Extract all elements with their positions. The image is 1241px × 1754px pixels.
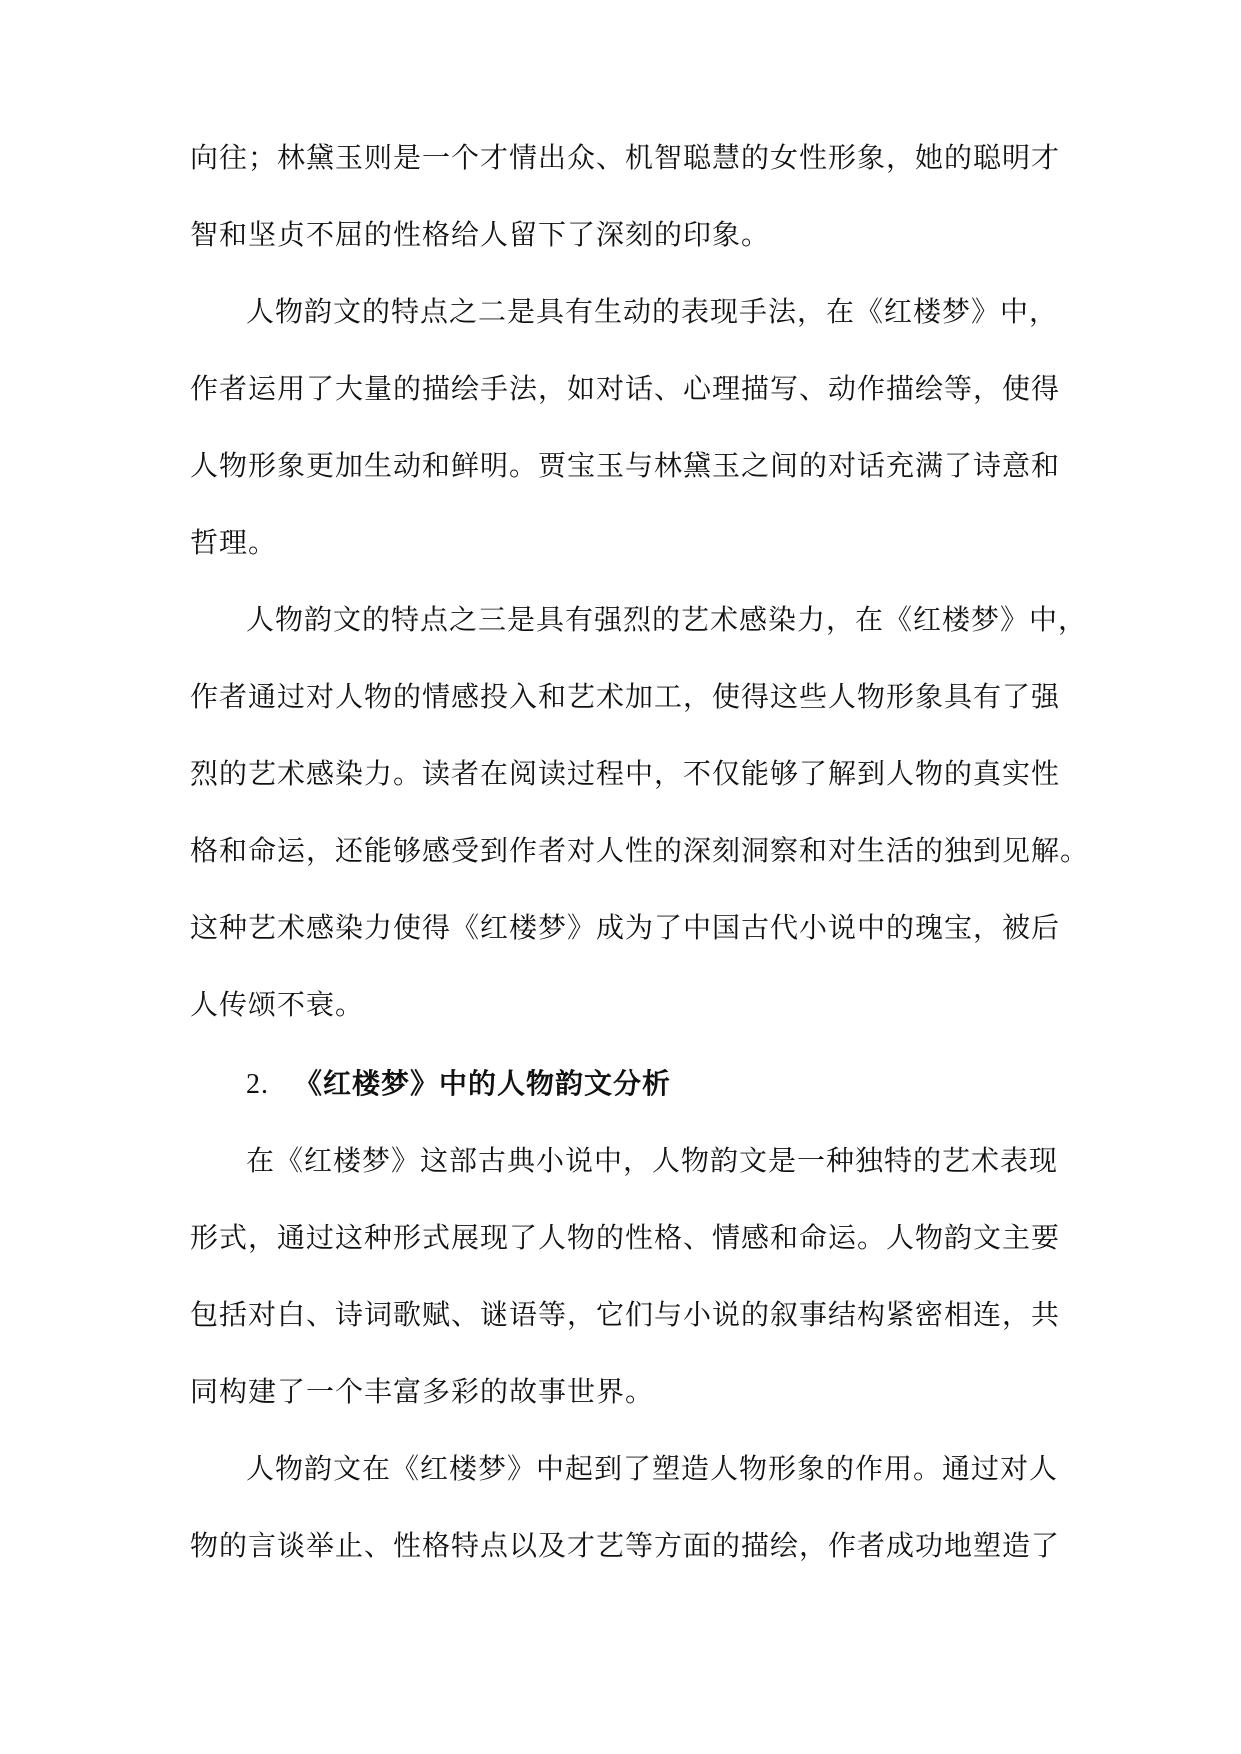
text-line: 人物韵文的特点之三是具有强烈的艺术感染力，在《红楼梦》中， xyxy=(246,603,1088,636)
text-line: 包括对白、诗词歌赋、谜语等，它们与小说的叙事结构紧密相连，共 xyxy=(190,1298,1061,1331)
text-line: 同构建了一个丰富多彩的故事世界。 xyxy=(190,1375,655,1408)
section-title: 《红楼梦》中的人物韵文分析 xyxy=(294,1067,672,1100)
section-number: 2. xyxy=(246,1069,269,1100)
section-heading xyxy=(246,1064,1046,1104)
text-line: 哲理。 xyxy=(190,526,278,559)
text-line: 人传颂不衰。 xyxy=(190,988,365,1021)
text-line: 在《红楼梦》这部古典小说中，人物韵文是一种独特的艺术表现 xyxy=(246,1144,1059,1177)
text-line: 人物形象更加生动和鲜明。贾宝玉与林黛玉之间的对话充满了诗意和 xyxy=(190,449,1061,482)
text-line: 人物韵文在《红楼梦》中起到了塑造人物形象的作用。通过对人 xyxy=(246,1452,1059,1485)
text-line: 格和命运，还能够感受到作者对人性的深刻洞察和对生活的独到见解。 xyxy=(190,834,1090,867)
text-line: 作者通过对人物的情感投入和艺术加工，使得这些人物形象具有了强 xyxy=(190,680,1061,713)
text-line: 作者运用了大量的描绘手法，如对话、心理描写、动作描绘等，使得 xyxy=(190,372,1061,405)
text-line: 烈的艺术感染力。读者在阅读过程中，不仅能够了解到人物的真实性 xyxy=(190,757,1061,790)
text-line: 向往；林黛玉则是一个才情出众、机智聪慧的女性形象，她的聪明才 xyxy=(190,141,1061,174)
text-line: 物的言谈举止、性格特点以及才艺等方面的描绘，作者成功地塑造了 xyxy=(190,1529,1061,1562)
text-line: 人物韵文的特点之二是具有生动的表现手法，在《红楼梦》中， xyxy=(246,295,1059,328)
text-line: 这种艺术感染力使得《红楼梦》成为了中国古代小说中的瑰宝，被后 xyxy=(190,911,1061,944)
text-line: 智和坚贞不屈的性格给人留下了深刻的印象。 xyxy=(190,218,771,251)
text-line: 形式，通过这种形式展现了人物的性格、情感和命运。人物韵文主要 xyxy=(190,1221,1061,1254)
